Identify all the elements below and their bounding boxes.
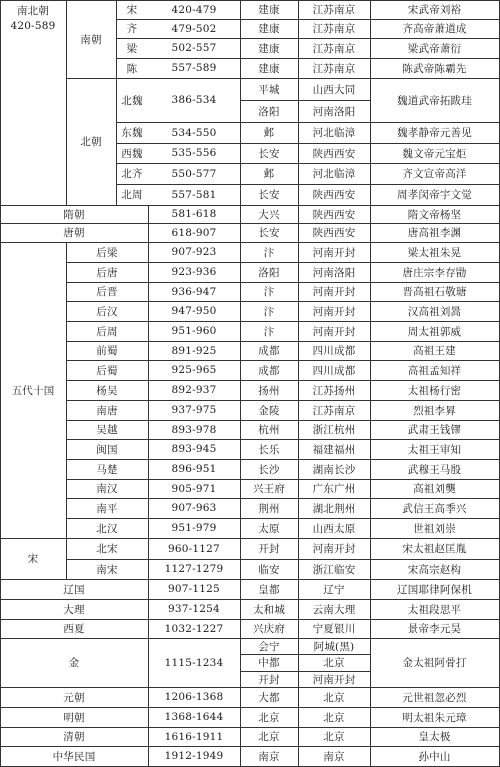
modern-location-cell: 南京	[323, 750, 345, 763]
capital-cell: 扬州	[258, 384, 280, 397]
dynasty-name: 唐朝	[63, 227, 85, 239]
years-cell: 1206-1368	[164, 691, 224, 703]
dynasty-name: 后唐	[96, 266, 118, 279]
capital-cell: 长乐	[258, 443, 280, 456]
founder-cell: 宋武帝刘裕	[407, 4, 462, 16]
modern-location-cell: 陕西西安	[312, 147, 356, 160]
dynasty-name: 东魏	[121, 127, 143, 139]
capital-cell: 建康	[258, 23, 280, 35]
capital-cell: 平城	[258, 83, 280, 96]
founder-cell: 金太祖阿骨打	[402, 657, 467, 669]
modern-location-cell: 北京	[323, 691, 345, 704]
dynasty-name: 后梁	[96, 246, 118, 259]
capital-cell: 汴	[263, 305, 275, 318]
modern-location-cell: 江苏扬州	[312, 384, 356, 397]
dynasty-name: 陈	[126, 62, 138, 75]
years-cell: 618-907	[171, 226, 217, 239]
modern-location-cell: 湖北荆州	[312, 502, 356, 515]
modern-location-cell: 河北临漳	[312, 127, 356, 139]
modern-location-cell: 陕西西安	[312, 227, 356, 239]
years-cell: 535-556	[171, 147, 217, 159]
sub-group-label: 南朝	[80, 33, 102, 46]
founder-cell: 魏孝静帝元善见	[397, 127, 472, 139]
founder-cell: 武穆王马殷	[407, 463, 462, 476]
dynasty-name: 西魏	[121, 147, 143, 160]
modern-location-cell: 湖南长沙	[312, 463, 356, 476]
modern-location-cell: 辽宁	[323, 583, 345, 596]
capital-cell: 大都	[258, 691, 280, 704]
founder-cell: 魏文帝元宝炬	[402, 147, 467, 160]
founder-cell: 汉高祖刘暠	[407, 305, 462, 318]
years-cell: 1616-1911	[164, 730, 224, 743]
dynasty-name: 北周	[121, 189, 143, 201]
years-cell: 893-978	[171, 423, 217, 436]
grid-line	[240, 654, 371, 655]
years-cell: 1032-1227	[164, 622, 224, 635]
capital-cell: 洛阳	[258, 105, 280, 118]
capital-cell: 长安	[258, 227, 280, 239]
dynasty-name: 南唐	[96, 404, 118, 417]
years-cell: 1912-1949	[164, 750, 224, 762]
left-group-label: 五代十国	[11, 384, 55, 397]
dynasty-name: 清朝	[63, 731, 85, 743]
founder-cell: 景帝李元昊	[407, 623, 462, 635]
founder-cell: 宋太祖赵匡胤	[402, 543, 467, 555]
years-cell: 937-1254	[168, 603, 220, 615]
years-cell: 893-945	[171, 443, 217, 455]
years-cell: 534-550	[171, 126, 217, 139]
modern-location-cell: 河北临漳	[312, 168, 356, 180]
dynasty-name: 北魏	[121, 94, 143, 107]
years-cell: 386-534	[171, 94, 217, 106]
capital-cell: 建康	[258, 4, 280, 16]
years-cell: 907-923	[171, 246, 217, 258]
modern-location-cell: 江苏南京	[312, 62, 356, 75]
capital-cell: 建康	[258, 62, 280, 75]
dynasty-name: 后晋	[96, 286, 118, 298]
founder-cell: 太祖段思平	[407, 603, 462, 616]
founder-cell: 齐文宣帝高洋	[402, 168, 467, 180]
capital-cell: 荆州	[258, 502, 280, 515]
modern-location-cell: 河南开封	[312, 246, 356, 259]
dynasty-name: 杨吴	[96, 384, 118, 397]
founder-cell: 唐高祖李渊	[407, 227, 462, 239]
modern-location-cell: 河南开封	[312, 673, 356, 686]
founder-cell: 周太祖郭威	[407, 325, 462, 338]
dynasty-name: 前蜀	[96, 345, 118, 357]
founder-cell: 陈武帝陈霸先	[402, 62, 467, 75]
founder-cell: 高祖刘龑	[413, 483, 456, 495]
dynasty-name: 西夏	[63, 623, 85, 635]
dynasty-name: 梁	[126, 42, 138, 55]
founder-cell: 唐庄宗李存勖	[402, 266, 467, 279]
years-cell: 581-618	[171, 208, 217, 220]
capital-cell: 开封	[258, 543, 280, 555]
modern-location-cell: 江苏南京	[312, 404, 356, 417]
modern-location-cell: 河南开封	[312, 543, 356, 555]
capital-cell: 兴王府	[252, 483, 286, 495]
years-cell: 923-936	[171, 266, 217, 278]
dynasty-name: 南宋	[96, 563, 118, 576]
years-cell: 907-963	[171, 502, 217, 514]
modern-location-cell: 北京	[323, 657, 345, 669]
modern-location-cell: 山西大同	[312, 83, 356, 96]
modern-location-cell: 广东广州	[312, 483, 356, 495]
capital-cell: 汴	[263, 325, 275, 338]
years-cell: 892-937	[171, 384, 217, 396]
modern-location-cell: 四川成都	[312, 345, 356, 357]
modern-location-cell: 河南开封	[312, 286, 356, 298]
modern-location-cell: 江苏南京	[312, 23, 356, 35]
capital-cell: 长安	[258, 189, 280, 201]
years-cell: 937-975	[171, 404, 217, 416]
founder-cell: 世祖刘崇	[413, 522, 456, 535]
modern-location-cell: 山西太原	[312, 522, 356, 535]
capital-cell: 长安	[258, 147, 280, 160]
founder-cell: 元世祖忽必烈	[402, 691, 467, 704]
years-cell: 936-947	[171, 285, 217, 298]
years-cell: 951-979	[171, 522, 217, 534]
years-cell: 896-951	[171, 463, 217, 475]
years-cell: 550-577	[171, 167, 217, 180]
modern-location-cell: 四川成都	[312, 364, 356, 377]
modern-location-cell: 北京	[323, 731, 345, 743]
modern-location-cell: 浙江杭州	[312, 424, 356, 436]
years-cell: 1368-1644	[164, 711, 224, 723]
capital-cell: 邺	[263, 168, 275, 180]
capital-cell: 金陵	[258, 404, 280, 417]
dynasty-name: 大理	[63, 603, 85, 616]
capital-cell: 大兴	[258, 208, 280, 221]
years-cell: 905-971	[171, 482, 217, 495]
founder-cell: 皇太极	[418, 731, 451, 743]
capital-cell: 洛阳	[258, 266, 280, 279]
capital-cell: 临安	[258, 563, 280, 576]
modern-location-cell: 河南开封	[312, 305, 356, 318]
dynasty-name: 北齐	[121, 168, 143, 180]
dynasty-name: 元朝	[63, 691, 85, 704]
modern-location-cell: 福建福州	[312, 443, 356, 456]
years-cell: 502-557	[171, 42, 217, 54]
dynasty-name: 闽国	[96, 443, 118, 456]
capital-cell: 建康	[258, 42, 280, 55]
modern-location-cell: 河南洛阳	[312, 266, 356, 279]
capital-cell: 杭州	[258, 424, 280, 436]
modern-location-cell: 陕西西安	[312, 189, 356, 201]
capital-cell: 长沙	[258, 463, 280, 476]
modern-location-cell: 北京	[323, 711, 345, 724]
dynasty-name: 后蜀	[96, 364, 118, 377]
capital-cell: 皇都	[258, 583, 280, 596]
founder-cell: 齐高帝萧道成	[402, 23, 467, 35]
modern-location-cell: 陕西西安	[312, 208, 356, 221]
dynasty-name: 南平	[96, 502, 118, 515]
capital-cell: 中都	[258, 657, 280, 669]
years-cell: 557-581	[171, 188, 217, 201]
grid-line	[240, 671, 371, 672]
founder-cell: 太祖王审知	[407, 443, 462, 456]
capital-cell: 汴	[263, 286, 275, 298]
capital-cell: 成都	[258, 345, 280, 357]
capital-cell: 太原	[258, 522, 280, 535]
sub-group-label: 北朝	[80, 136, 102, 148]
years-cell: 925-965	[171, 364, 217, 376]
years-cell: 420-479	[171, 3, 217, 16]
years-cell: 1127-1279	[164, 563, 224, 575]
modern-location-cell: 江苏南京	[312, 42, 356, 55]
dynasty-name: 明朝	[63, 711, 85, 724]
grid-line	[240, 100, 371, 101]
modern-location-cell: 江苏南京	[312, 4, 356, 16]
years-cell: 557-589	[171, 62, 217, 74]
founder-cell: 晋高祖石敬瑭	[402, 286, 467, 298]
founder-cell: 高祖孟知祥	[407, 364, 462, 377]
dynasty-name: 齐	[126, 23, 138, 35]
modern-location-cell: 河南开封	[312, 325, 356, 338]
founder-cell: 梁太祖朱晃	[407, 246, 462, 259]
dynasty-name: 宋	[126, 4, 138, 16]
years-cell: 960-1127	[168, 542, 220, 555]
dynasty-name: 南汉	[96, 483, 118, 495]
capital-cell: 太和城	[252, 603, 286, 616]
left-group-label: 宋	[27, 553, 39, 565]
years-cell: 891-925	[171, 344, 217, 357]
years-cell: 951-960	[171, 325, 217, 337]
dynasty-name: 辽国	[63, 583, 85, 596]
dynasty-name: 吴越	[96, 424, 118, 436]
dynasty-name: 北宋	[96, 543, 118, 555]
founder-cell: 明太祖朱元璋	[402, 711, 467, 724]
founder-cell: 梁武帝萧衍	[407, 42, 462, 55]
modern-location-cell: 宁夏银川	[312, 623, 356, 635]
capital-cell: 北京	[258, 711, 280, 724]
capital-cell: 南京	[258, 750, 280, 763]
left-group-label: 南北朝 420-589	[10, 5, 56, 32]
founder-cell: 太祖杨行密	[407, 384, 462, 397]
dynasty-name: 后周	[96, 325, 118, 338]
founder-cell: 孙中山	[418, 750, 451, 763]
years-cell: 1115-1234	[164, 656, 224, 669]
capital-cell: 汴	[263, 246, 275, 259]
dynasty-name: 北汉	[96, 522, 118, 535]
dynasty-name: 后汉	[96, 305, 118, 318]
founder-cell: 魏道武帝拓跋珪	[397, 94, 472, 107]
capital-cell: 开封	[258, 673, 280, 686]
capital-cell: 成都	[258, 364, 280, 377]
modern-location-cell: 阿城(黑)	[313, 640, 355, 653]
founder-cell: 高祖王建	[413, 345, 456, 357]
dynasty-name: 隋朝	[63, 208, 85, 221]
years-cell: 947-950	[171, 305, 217, 317]
founder-cell: 辽国耶律阿保机	[397, 583, 472, 596]
modern-location-cell: 浙江临安	[312, 563, 356, 576]
founder-cell: 周孝闵帝宇文觉	[397, 189, 472, 201]
modern-location-cell: 云南大理	[312, 603, 356, 616]
capital-cell: 邺	[263, 127, 275, 139]
dynasty-name: 马楚	[96, 463, 118, 476]
founder-cell: 武信王高季兴	[402, 502, 467, 515]
founder-cell: 隋文帝杨坚	[407, 208, 462, 221]
dynasty-name: 中华民国	[52, 750, 96, 763]
capital-cell: 北京	[258, 731, 280, 743]
founder-cell: 宋高宗赵构	[407, 563, 462, 576]
capital-cell: 会宁	[258, 640, 280, 653]
years-cell: 907-1125	[168, 583, 220, 595]
modern-location-cell: 河南洛阳	[312, 105, 356, 118]
dynasty-name: 金	[68, 657, 80, 669]
founder-cell: 武肃王钱镠	[407, 424, 462, 436]
capital-cell: 兴庆府	[252, 623, 286, 635]
founder-cell: 烈祖李昪	[413, 404, 456, 417]
years-cell: 479-502	[171, 22, 217, 35]
